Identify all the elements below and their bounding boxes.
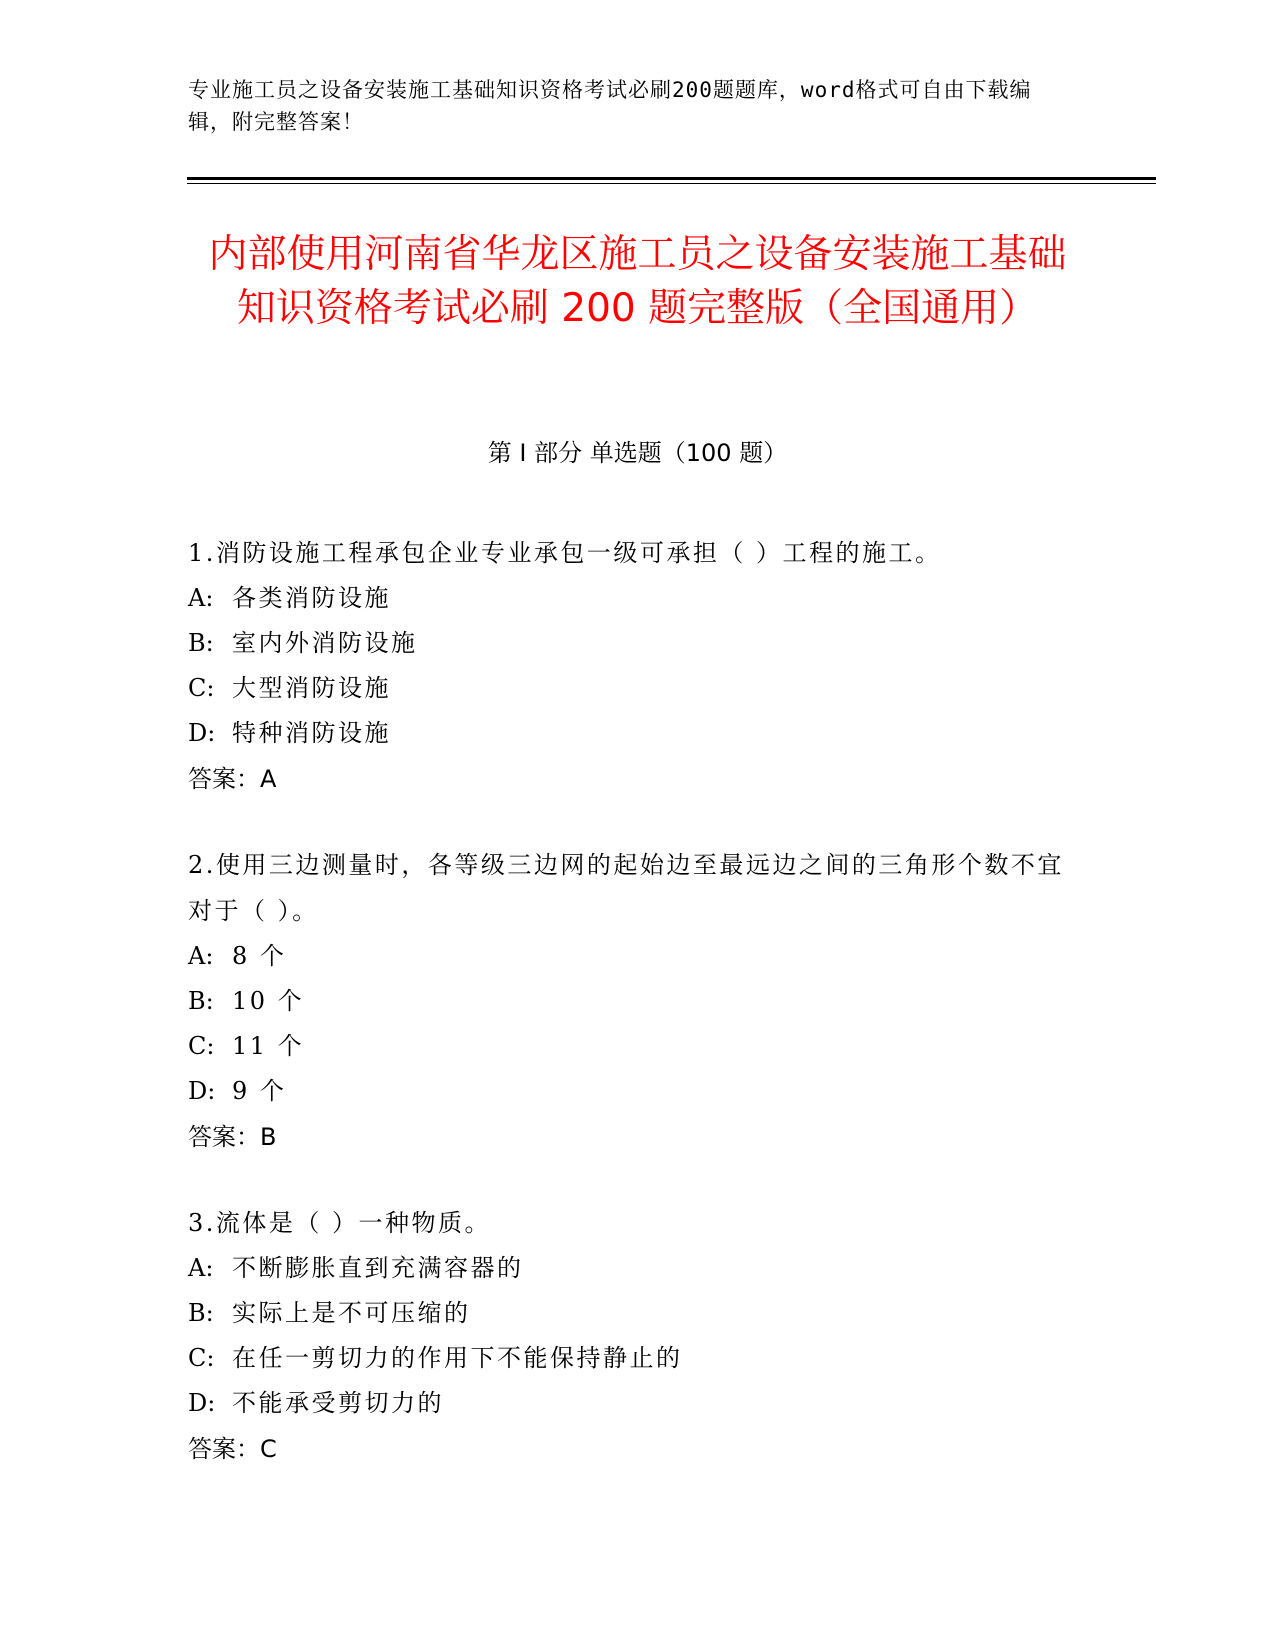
question-stem: 3.流体是（ ）一种物质。 xyxy=(188,1209,492,1237)
option-b xyxy=(188,1291,1068,1336)
option-a xyxy=(188,934,1068,979)
header-note: 专业施工员之设备安装施工基础知识资格考试必刷200题题库，word格式可自由下载编辑，附完整答案！ xyxy=(188,78,1032,134)
option-a xyxy=(188,1246,1068,1291)
option-text: 不断膨胀直到充满容器的 xyxy=(232,1254,524,1282)
option-c xyxy=(188,666,1068,711)
answer: 答案：B xyxy=(188,1123,277,1151)
option-b xyxy=(188,979,1068,1024)
header-rule-thick xyxy=(187,177,1156,180)
option-c xyxy=(188,1336,1068,1381)
option-d xyxy=(188,1381,1068,1426)
question-3 xyxy=(188,1200,1068,1472)
option-c xyxy=(188,1024,1068,1069)
section-heading: 第 I 部分 单选题（100 题） xyxy=(487,439,788,467)
option-letter: C: xyxy=(188,1344,215,1372)
answer: 答案：C xyxy=(188,1435,277,1463)
option-letter: C: xyxy=(188,1032,215,1060)
option-text: 在任一剪切力的作用下不能保持静止的 xyxy=(232,1344,683,1372)
option-text: 特种消防设施 xyxy=(232,719,391,747)
option-letter: D: xyxy=(188,719,216,747)
question-1 xyxy=(188,530,1068,802)
option-text: 大型消防设施 xyxy=(232,674,391,702)
option-a xyxy=(188,576,1068,621)
question-stem: 2.使用三边测量时，各等级三边网的起始边至最远边之间的三角形个数不宜对于（ ）。 xyxy=(188,851,1064,925)
option-text: 10 个 xyxy=(232,987,305,1015)
option-text: 各类消防设施 xyxy=(232,584,391,612)
option-letter: A: xyxy=(188,1254,214,1282)
header-rule-thin xyxy=(187,183,1156,184)
option-letter: B: xyxy=(188,987,214,1015)
question-list xyxy=(188,530,1068,1512)
document-title: 内部使用河南省华龙区施工员之设备安装施工基础知识资格考试必刷 200 题完整版（全国通用） xyxy=(208,232,1067,331)
option-text: 11 个 xyxy=(232,1032,305,1060)
option-b xyxy=(188,621,1068,666)
question-2 xyxy=(188,842,1068,1160)
option-d xyxy=(188,1069,1068,1114)
option-text: 室内外消防设施 xyxy=(232,629,418,657)
option-letter: B: xyxy=(188,1299,214,1327)
option-d xyxy=(188,711,1068,756)
option-letter: B: xyxy=(188,629,214,657)
option-letter: D: xyxy=(188,1077,216,1105)
option-text: 8 个 xyxy=(232,942,287,970)
option-letter: C: xyxy=(188,674,215,702)
option-text: 9 个 xyxy=(232,1077,287,1105)
question-stem: 1.消防设施工程承包企业专业承包一级可承担（ ）工程的施工。 xyxy=(188,539,942,567)
answer: 答案：A xyxy=(188,765,277,793)
option-letter: A: xyxy=(188,942,214,970)
option-letter: A: xyxy=(188,584,214,612)
option-text: 实际上是不可压缩的 xyxy=(232,1299,471,1327)
option-letter: D: xyxy=(188,1389,216,1417)
option-text: 不能承受剪切力的 xyxy=(232,1389,444,1417)
